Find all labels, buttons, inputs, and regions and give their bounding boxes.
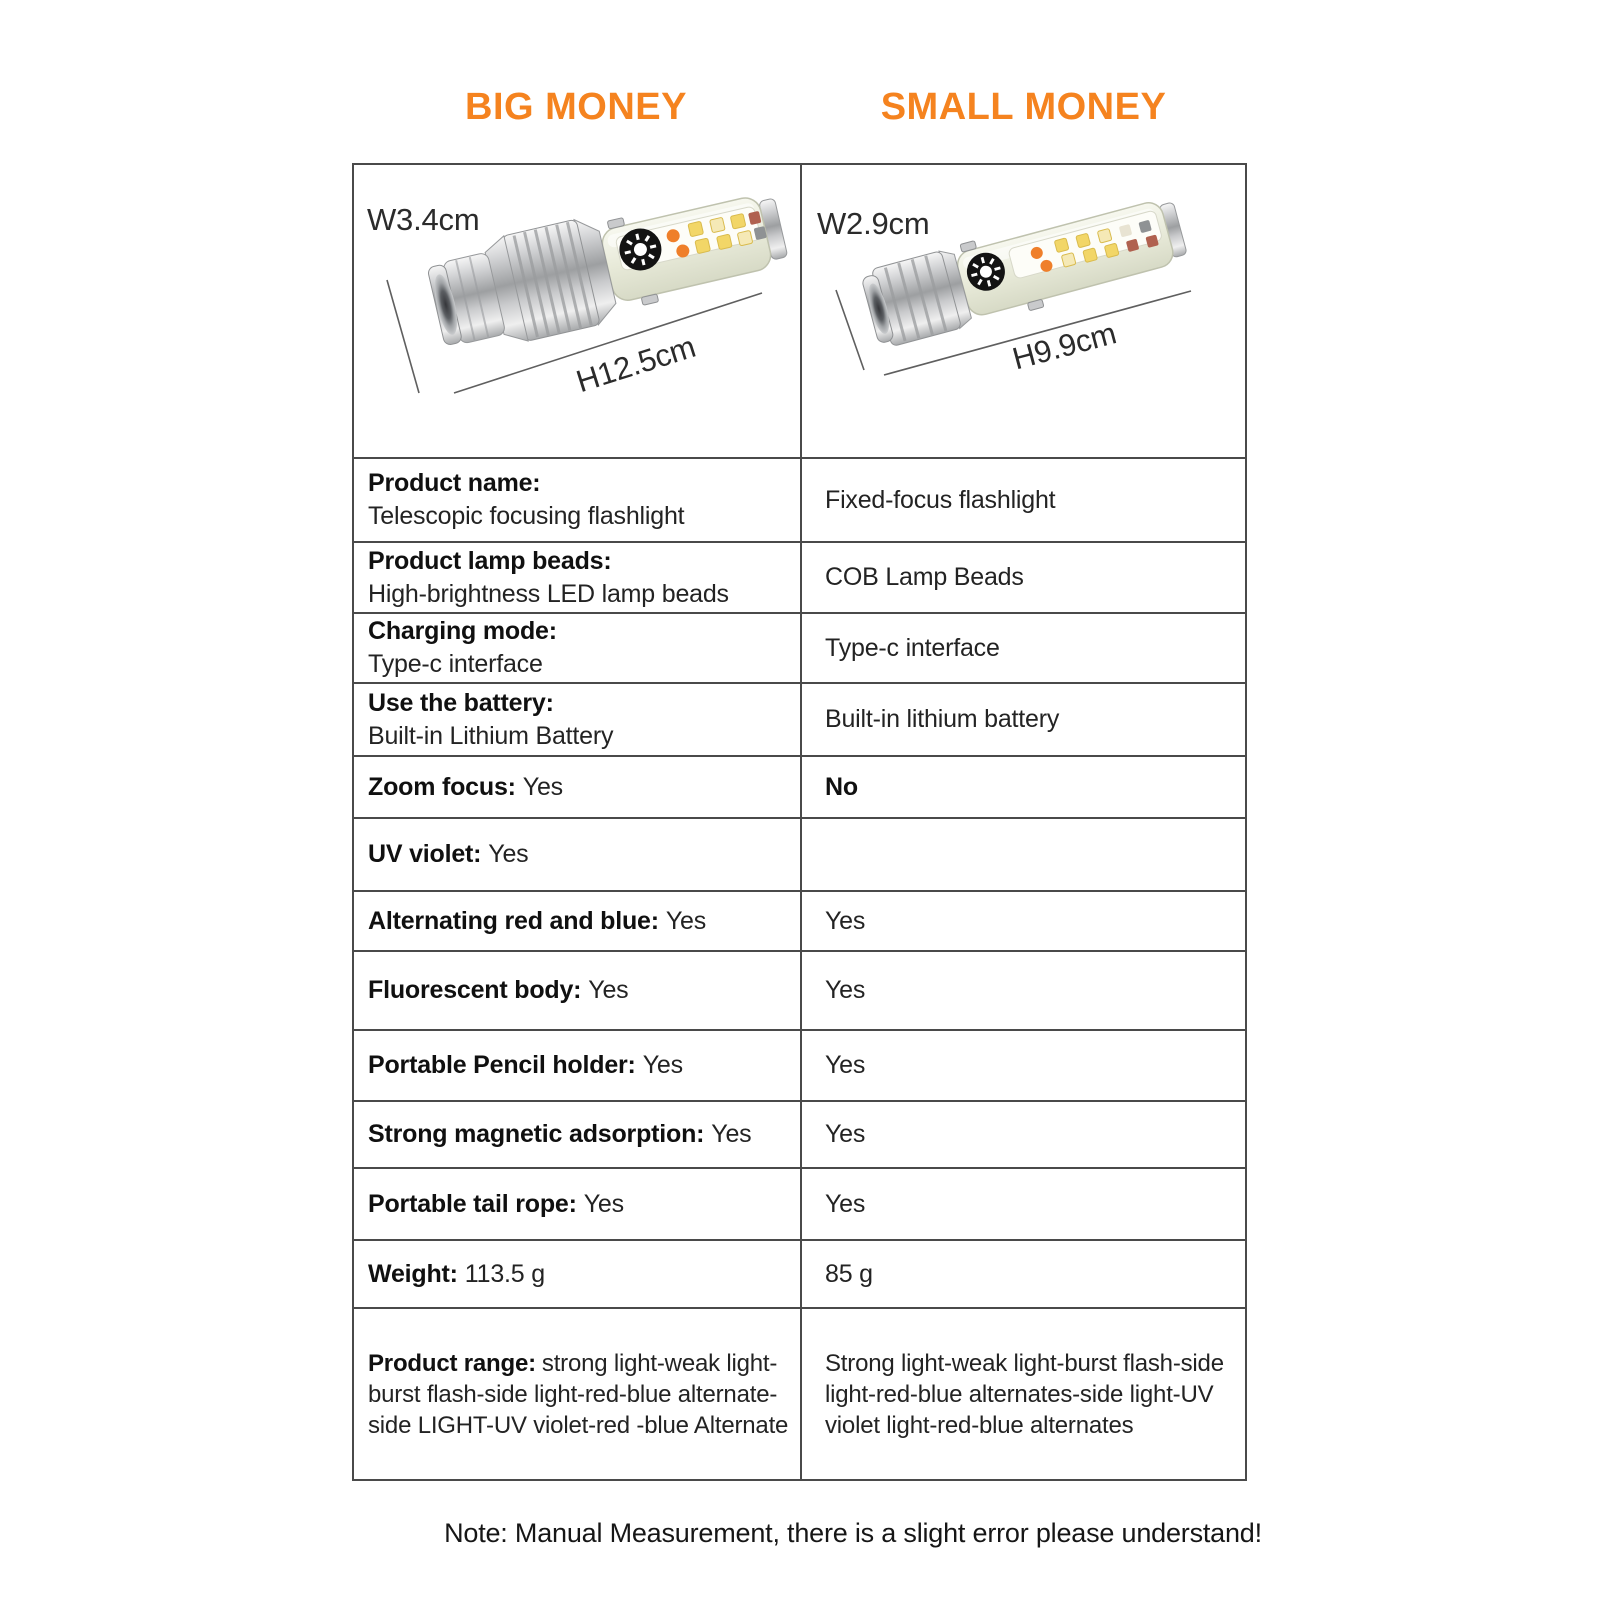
spec-left-product-name xyxy=(354,459,802,541)
spec-left-uv-violet xyxy=(354,819,802,890)
table-row-magnetic xyxy=(354,1100,1245,1167)
table-row-charging-mode xyxy=(354,612,1245,682)
spec-right-zoom-focus xyxy=(802,757,1245,817)
table-row-zoom-focus xyxy=(354,755,1245,817)
spec-right-red-blue xyxy=(802,892,1245,950)
spec-table xyxy=(352,163,1247,1481)
spec-value: 113.5 g xyxy=(464,1259,545,1288)
note-text: Note: Manual Measurement, there is a slight error please understand! xyxy=(444,1518,1262,1548)
spec-left-red-blue xyxy=(354,892,802,950)
spec-right-battery xyxy=(802,684,1245,755)
spec-label: Zoom focus: xyxy=(368,772,516,801)
column-titles xyxy=(352,86,1247,129)
spec-value: Yes xyxy=(488,840,529,868)
spec-left-magnetic xyxy=(354,1102,802,1167)
spec-value: Yes xyxy=(583,1189,624,1218)
spec-label: Charging mode: xyxy=(368,617,557,645)
spec-label: Strong magnetic adsorption: xyxy=(368,1120,705,1148)
spec-value: Yes xyxy=(825,1120,866,1148)
spec-value: Type-c interface xyxy=(368,650,543,678)
spec-value: Built-in Lithium Battery xyxy=(368,721,614,750)
spec-left-lamp-beads xyxy=(354,543,802,612)
spec-value: Yes xyxy=(711,1120,752,1148)
product-image-cell-big xyxy=(354,165,802,457)
spec-left-pencil-holder xyxy=(354,1031,802,1100)
spec-label: Portable tail rope: xyxy=(368,1189,577,1218)
spec-label: Portable Pencil holder: xyxy=(368,1051,636,1079)
small-width-measure-line xyxy=(836,290,864,370)
spec-value: Fixed-focus flashlight xyxy=(825,485,1056,514)
spec-right-fluorescent-body xyxy=(802,952,1245,1029)
table-row-product-name xyxy=(354,457,1245,541)
table-row-red-blue xyxy=(354,890,1245,950)
small-height-label: H9.9cm xyxy=(1008,315,1120,377)
big-height-label: H12.5cm xyxy=(572,328,700,400)
spec-value: Yes xyxy=(825,1189,866,1218)
spec-right-product-range xyxy=(802,1309,1245,1479)
spec-value: Yes xyxy=(522,772,563,801)
spec-value: Yes xyxy=(642,1051,683,1079)
spec-value: Built-in lithium battery xyxy=(825,705,1060,733)
table-row-product-range xyxy=(354,1307,1245,1479)
spec-value: strong light-weak light-burst flash-side light-red-blue alternate-side LIGHT-UV violet-red -blue Alternate xyxy=(368,1349,789,1439)
spec-left-charging-mode xyxy=(354,614,802,682)
spec-right-tail-rope xyxy=(802,1169,1245,1239)
spec-value: No xyxy=(825,772,858,801)
spec-value: Type-c interface xyxy=(825,633,1000,662)
spec-value: Yes xyxy=(825,906,866,935)
small-width-label: W2.9cm xyxy=(817,206,930,241)
spec-label: Product name: xyxy=(368,469,541,497)
big-width-label: W3.4cm xyxy=(367,202,480,237)
flashlight-image-big xyxy=(354,166,800,456)
spec-label: Alternating red and blue: xyxy=(368,906,659,935)
spec-label: Fluorescent body: xyxy=(368,976,582,1004)
spec-right-charging-mode xyxy=(802,614,1245,682)
spec-left-tail-rope xyxy=(354,1169,802,1239)
spec-left-fluorescent-body xyxy=(354,952,802,1029)
table-row-lamp-beads xyxy=(354,541,1245,612)
spec-left-product-range xyxy=(354,1309,802,1479)
spec-value: COB Lamp Beads xyxy=(825,563,1024,591)
spec-label: Weight: xyxy=(368,1259,458,1288)
spec-value: Yes xyxy=(825,1051,866,1079)
spec-value: Yes xyxy=(665,906,707,935)
spec-right-magnetic xyxy=(802,1102,1245,1167)
spec-label: Product lamp beads: xyxy=(368,546,612,575)
spec-label: Use the battery: xyxy=(368,688,554,717)
column-title-big-money: BIG MONEY xyxy=(465,86,687,128)
product-image-cell-small xyxy=(802,165,1245,457)
spec-value: Strong light-weak light-burst flash-side light-red-blue alternates-side light-UV violet light-red-blue alternates xyxy=(825,1349,1224,1439)
spec-value: 85 g xyxy=(825,1259,873,1288)
big-width-measure-line xyxy=(387,280,419,393)
table-row-tail-rope xyxy=(354,1167,1245,1239)
column-title-small-money: SMALL MONEY xyxy=(880,86,1167,128)
table-row-pencil-holder xyxy=(354,1029,1245,1100)
flashlight-image-small xyxy=(802,166,1224,456)
spec-left-weight xyxy=(354,1241,802,1307)
spec-right-uv-violet xyxy=(802,819,1245,890)
spec-right-pencil-holder xyxy=(802,1031,1245,1100)
spec-right-weight xyxy=(802,1241,1245,1307)
product-image-row xyxy=(354,165,1245,457)
spec-value: High-brightness LED lamp beads xyxy=(368,579,729,608)
spec-left-zoom-focus xyxy=(354,757,802,817)
spec-value: Yes xyxy=(588,976,629,1004)
table-row-battery xyxy=(354,682,1245,755)
table-row-uv-violet xyxy=(354,817,1245,890)
spec-label: Product range: xyxy=(368,1349,536,1377)
spec-value: Telescopic focusing flashlight xyxy=(368,502,685,530)
spec-value: Yes xyxy=(825,976,866,1004)
table-row-fluorescent-body xyxy=(354,950,1245,1029)
spec-right-lamp-beads xyxy=(802,543,1245,612)
spec-left-battery xyxy=(354,684,802,755)
spec-label: UV violet: xyxy=(368,840,482,868)
spec-right-product-name xyxy=(802,459,1245,541)
table-row-weight xyxy=(354,1239,1245,1307)
